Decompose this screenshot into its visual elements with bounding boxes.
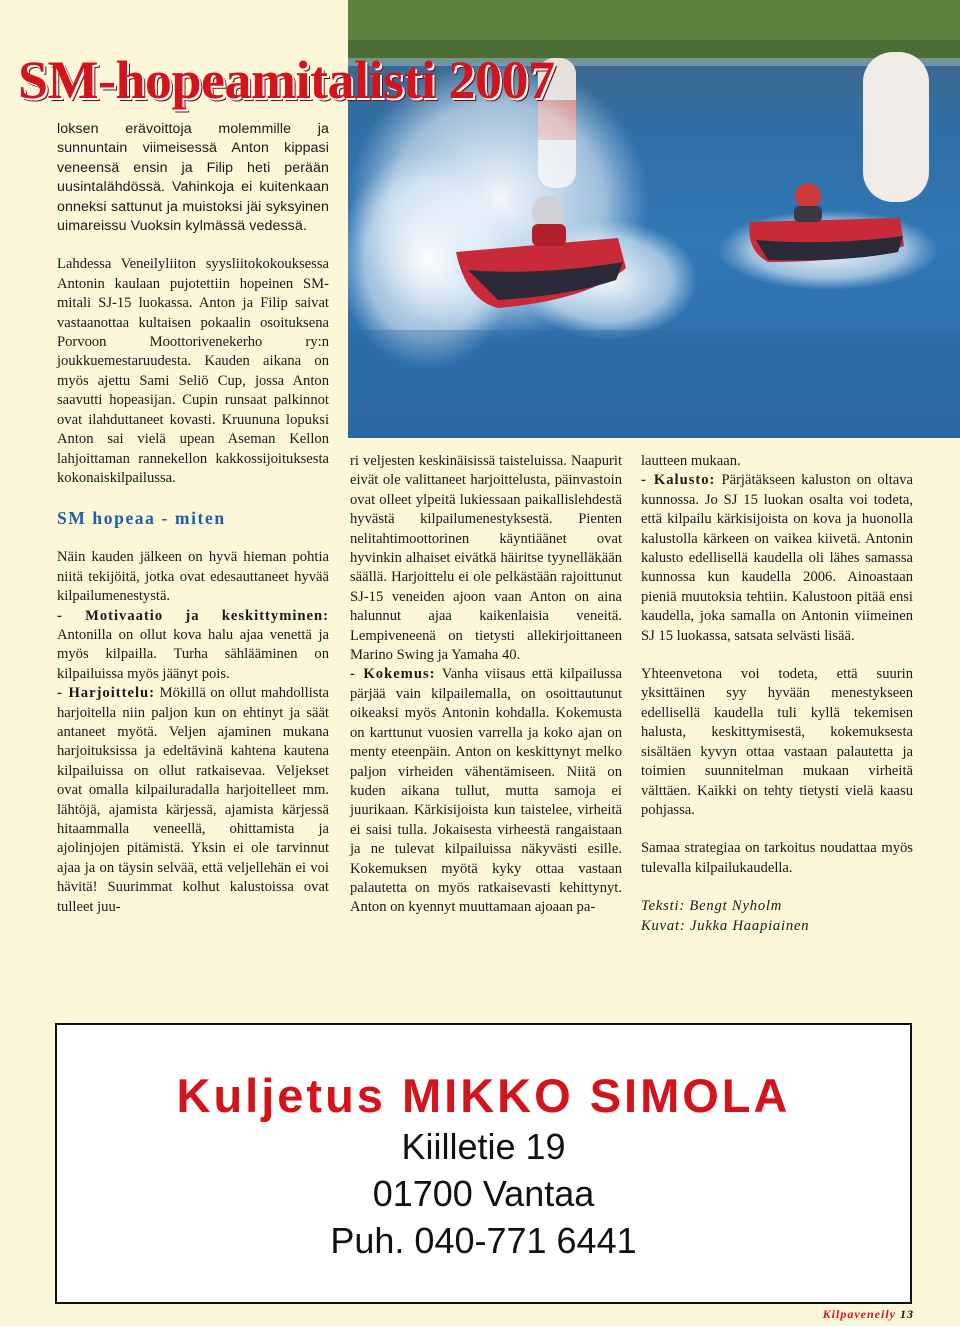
paragraph-lead: - Harjoittelu: (57, 685, 156, 702)
ad-city: 01700 Vantaa (372, 1173, 595, 1214)
credit-text: Teksti: Bengt Nyholm (641, 898, 783, 915)
paragraph (641, 471, 913, 646)
advertisement-box (55, 1023, 912, 1304)
paragraph-body: Pärjätäkseen kaluston on oltava kunnossa. Jo SJ 15 luokan osalta voi todeta, että kilpailu kärkisijoista on kova ja huonolla kalustolla kärkeen on vaikea kiivetä. Antonin kalusto edellisellä kaudella oli lähes samassa kunnossa kun kaudella 2006. Ainoastaan pieniä muutoksia tehtiin. Kalustoon pitää ensi kaudella, joka samalla on Antonin viimeinen SJ 15 luokassa, satsata selvästi lisää. (641, 472, 914, 644)
ad-street: Kiilletie 19 (401, 1126, 566, 1167)
ad-phone: Puh. 040-771 6441 (330, 1220, 637, 1261)
article-column-3 (641, 452, 913, 936)
page-footer (823, 1307, 914, 1322)
article-title: SM-hopeamitalisti 2007 (18, 50, 555, 110)
paragraph: ri veljesten keskinäisissä taisteluissa. Naapurit eivät ole valittaneet harjoittelusta, päinvastoin ovat olleet ylpeitä lukiessaan paikallislehdestä hyvästä kilpailumenestyksestä. Pienten nelitahtimoottorinen käyntiäänet ovat hyvinkin alhaiset eivätkä häiritse tyynelläkään säällä. Harjoittelu ei ole pelkästään rajoittunut SJ-15 veneiden ajoon vaan Anton on aina halunnut ajaa kaikenlaisia veneitä. Lempiveneenä on tietysti allekirjoittaneen Marino Swing ja Yamaha 40. (350, 453, 622, 664)
paragraph: Lahdessa Veneilyliiton syysliitokokouksessa Antonin kaulaan pujotettiin hopeinen SM-mitali SJ-15 luokassa. Anton ja Filip saivat vastaanottaa kultaisen pokaalin osoituksena Porvoon Moottorivenekerho ry:n joukkuemestaruudesta. Kauden aikana on myös ajettu Sami Seliö Cup, jossa Anton saavutti hopeasijan. Cupin runsaat palkinnot ovat ilahduttaneet kovasti. Kruununa lopuksi Anton sai vielä upean Aseman Kellon lahjoittaman rannekellon kakkossijoituksesta kokonaiskilpailussa. (57, 256, 329, 486)
credit-photo: Kuvat: Jukka Haapiainen (641, 917, 810, 934)
paragraph: loksen erävoittoja molemmille ja sunnuntain viimeisessä Anton kippasi veneensä ensin ja Filip heti perään uusintalähdössä. Vahinkoja ei kuitenkaan onneksi sattunut ja muistoksi jäi syksyinen uimareissu Vuoksin kylmässä vedessä. (57, 121, 329, 235)
paragraph-lead: - Kalusto: (641, 472, 716, 489)
paragraph-lead: - Kokemus: (350, 666, 436, 683)
paragraph-body: Mökillä on ollut mahdollista harjoitella niin paljon kun on ehtinyt ja säät antaneet myötä. Veljen ajaminen mukana harjoituksissa ja edeltävinä kahtena kautena kilpailuissa on ollut ratkaisevaa. Veljekset ovat omalla kilpailuradalla harjoitelleet mm. lähtöjä, ajamista kärjessä, ajamista kärjessä hitaammalla veneellä, ohittamista ja ajolinjojen pitämistä. Yksin ei ole tarvinnut ajaa ja on täysin selvää, että veljellehän ei voi hävitä! Suurimmat kolhut kalustoissa ovat tulleet juu- (57, 685, 329, 915)
paragraph (57, 684, 329, 917)
footer-page-number: 13 (900, 1307, 914, 1321)
paragraph-body: Vanha viisaus että kilpailussa pärjää vain kilpailemalla, on osoittautunut oikeaksi myös Antonin kohdalla. Kokemusta on karttunut vuosien varrella ja koko ajan on menty eteenpäin. Anton on keskittynyt melko paljon virheiden vähentämiseen. Niitä on kuden aikana tullut, mutta samoja ei juurikaan. Kärkisijoista kun taistelee, virheitä ei saisi tulla. Jokaisesta virheestä rangaistaan ja ne tulevat kilpailuissa näkyvästi esille. Kokemuksen myötä kyky ottaa vastaan palautetta on myös ratkaisevasti kehittynyt. Anton on kyennyt muuttamaan ajoaan pa- (350, 666, 622, 916)
footer-magazine-name: Kilpaveneily (822, 1307, 896, 1321)
paragraph: Näin kauden jälkeen on hyvä hieman pohtia niitä tekijöitä, jotka ovat edesauttaneet hyvää kilpailumenestystä. (57, 549, 329, 605)
paragraph-body: Antonilla on ollut kova halu ajaa venettä ja myös kilpailla. Turha sählääminen on kilpailuissa myös jäänyt pois. (57, 626, 329, 682)
paragraph (57, 607, 329, 685)
ad-company-name: Kuljetus MIKKO SIMOLA (176, 1069, 791, 1122)
article-column-2 (350, 452, 622, 918)
article-column-1 (57, 120, 329, 917)
race-buoy-right (863, 52, 929, 202)
paragraph (350, 665, 622, 917)
paragraph: lautteen mukaan. (641, 453, 741, 469)
paragraph-lead: - Motivaatio ja keskittyminen: (57, 607, 329, 624)
paragraph: Samaa strategiaa on tarkoitus noudattaa myös tulevalla kilpailukaudella. (641, 840, 913, 876)
paragraph: Yhteenvetona voi todeta, että suurin yksittäinen syy hyvään menestykseen edellisellä kaudella tuli kyllä tekemisen halusta, keskittymisestä, kokemuksesta sisältäen kyvyn ottaa vastaan palautetta ja toimien suunnitelman mukaan virheitä välttäen. Kaikki on tehty tietysti vielä kaasu pohjassa. (641, 666, 913, 818)
section-subheading: SM hopeaa - miten (57, 508, 226, 529)
